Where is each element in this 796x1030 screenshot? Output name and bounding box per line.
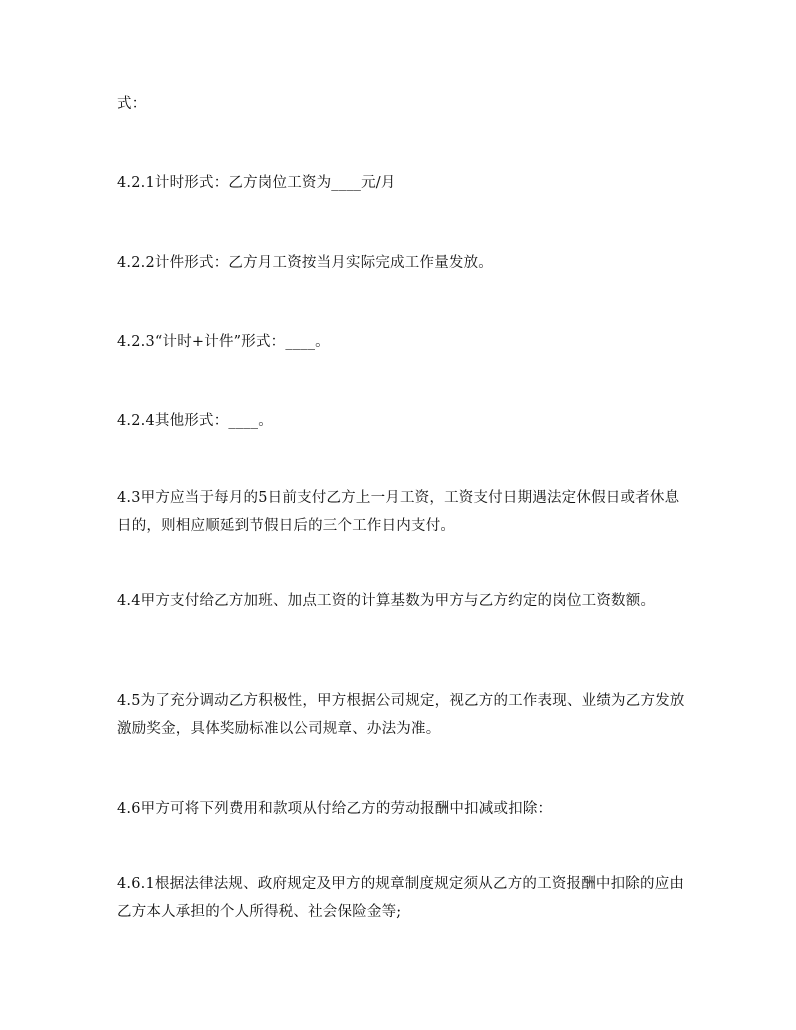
paragraph-4-4: 4.4甲方支付给乙方加班、加点工资的计算基数为甲方与乙方约定的岗位工资数额。 xyxy=(117,593,656,609)
paragraph-4-3: 4.3甲方应当于每月的5日前支付乙方上一月工资，工资支付日期遇法定休假日或者休息日的，则相应顺延到节假日后的三个工作日内支付。 xyxy=(117,490,680,534)
paragraph-4-6-1: 4.6.1根据法律法规、政府规定及甲方的规章制度规定须从乙方的工资报酬中扣除的应由乙方本人承担的个人所得税、社会保险金等; xyxy=(117,876,685,920)
paragraph-4-2-1: 4.2.1计时形式：乙方岗位工资为____元/月 xyxy=(117,175,396,191)
paragraph-4-2-3: 4.2.3“计时+计件”形式：____。 xyxy=(117,334,330,350)
paragraph-4-6: 4.6甲方可将下列费用和款项从付给乙方的劳动报酬中扣减或扣除： xyxy=(117,801,553,817)
paragraph-continuation: 式： xyxy=(117,96,147,112)
paragraph-4-2-2: 4.2.2计件形式：乙方月工资按当月实际完成工作量发放。 xyxy=(117,255,493,271)
paragraph-4-2-4: 4.2.4其他形式：____。 xyxy=(117,413,273,429)
paragraph-4-5: 4.5为了充分调动乙方积极性，甲方根据公司规定，视乙方的工作表现、业绩为乙方发放激励奖金，具体奖励标准以公司规章、办法为准。 xyxy=(117,693,685,737)
